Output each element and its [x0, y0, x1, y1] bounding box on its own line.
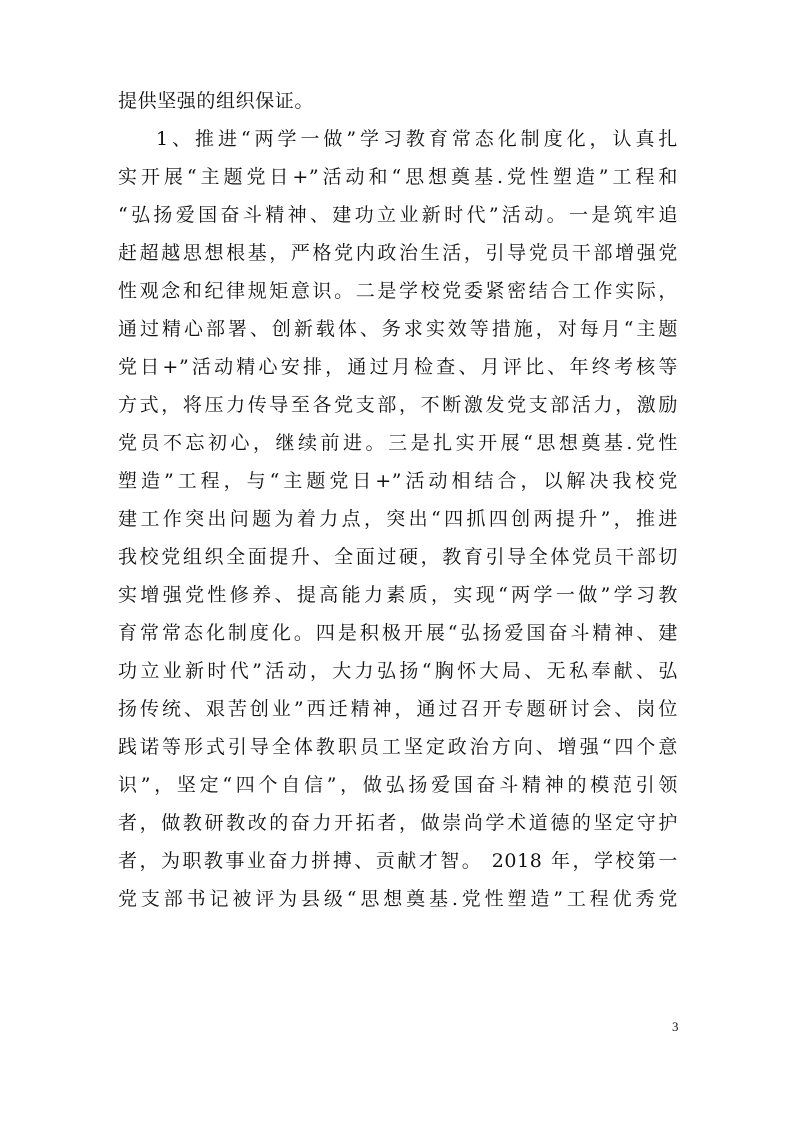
text-line: “弘扬爱国奋斗精神、建功立业新时代”活动。一是筑牢追 — [118, 204, 678, 226]
text-line: 践诺等形式引导全体教职员工坚定政治方向、增强“四个意 — [118, 736, 678, 758]
text-line: 实增强党性修养、提高能力素质，实现“两学一做”学习教 — [118, 584, 678, 606]
text-line: 扬传统、艰苦创业”西迁精神，通过召开专题研讨会、岗位 — [118, 698, 678, 720]
text-line: 塑造”工程，与“主题党日+”活动相结合，以解决我校党 — [118, 470, 678, 492]
text-line: 党员不忘初心，继续前进。三是扎实开展“思想奠基.党性 — [118, 432, 678, 454]
text-line: 者，为职教事业奋力拼搏、贡献才智。 2018 年，学校第一 — [118, 850, 678, 872]
text-line: 识”，坚定“四个自信”，做弘扬爱国奋斗精神的模范引领 — [118, 774, 678, 796]
text-line: 提供坚强的组织保证。 — [118, 90, 315, 112]
text-line: 1、推进“两学一做”学习教育常态化制度化，认真扎 — [156, 128, 678, 150]
text-line: 方式，将压力传导至各党支部，不断激发党支部活力，激励 — [118, 394, 678, 416]
text-line: 建工作突出问题为着力点，突出“四抓四创两提升”，推进 — [118, 508, 678, 530]
text-line: 党支部书记被评为县级“思想奠基.党性塑造”工程优秀党 — [118, 888, 678, 910]
text-line: 通过精心部署、创新载体、务求实效等措施，对每月“主题 — [118, 318, 678, 340]
text-line: 赶超越思想根基，严格党内政治生活，引导党员干部增强党 — [118, 242, 678, 264]
text-line: 功立业新时代”活动，大力弘扬“胸怀大局、无私奉献、弘 — [118, 660, 678, 682]
page-number: 3 — [672, 1019, 679, 1034]
text-line: 性观念和纪律规矩意识。二是学校党委紧密结合工作实际， — [118, 280, 678, 302]
document-body — [118, 82, 678, 918]
text-line: 实开展“主题党日+”活动和“思想奠基.党性塑造”工程和 — [118, 166, 678, 188]
text-line: 党日+”活动精心安排，通过月检查、月评比、年终考核等 — [118, 356, 678, 378]
text-line: 我校党组织全面提升、全面过硬，教育引导全体党员干部切 — [118, 546, 678, 568]
text-line: 者，做教研教改的奋力开拓者，做崇尚学术道德的坚定守护 — [118, 812, 678, 834]
text-line: 育常常态化制度化。四是积极开展“弘扬爱国奋斗精神、建 — [118, 622, 678, 644]
